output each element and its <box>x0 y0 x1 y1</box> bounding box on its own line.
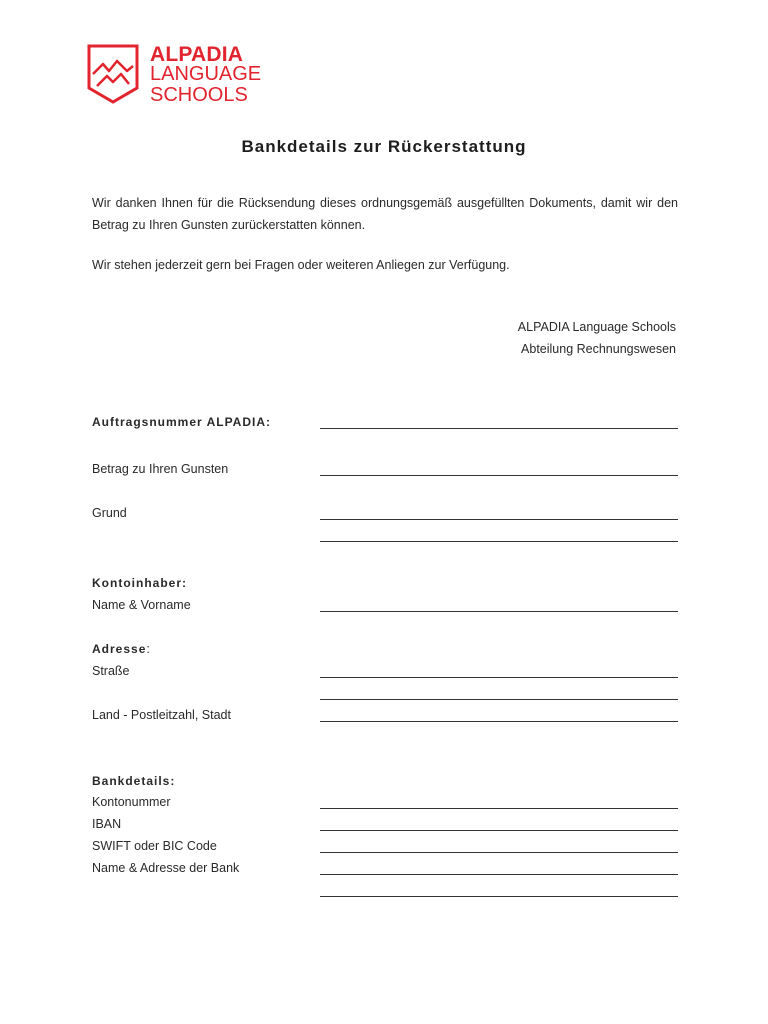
brand-schools: SCHOOLS <box>150 84 248 106</box>
reason-field-2[interactable] <box>320 541 678 542</box>
address-heading-colon: : <box>146 642 150 656</box>
brand-language: LANGUAGE <box>150 63 262 85</box>
reason-field[interactable] <box>320 519 678 520</box>
iban-field[interactable] <box>320 830 678 831</box>
swift-label: SWIFT oder BIC Code <box>92 839 217 853</box>
signature-department: Abteilung Rechnungswesen <box>521 342 676 356</box>
name-label: Name & Vorname <box>92 598 191 612</box>
country-zip-city-label: Land - Postleitzahl, Stadt <box>92 708 231 722</box>
order-number-field[interactable] <box>320 428 678 429</box>
address-heading <box>92 642 150 656</box>
bank-details-heading: Bankdetails: <box>92 774 176 788</box>
street-label: Straße <box>92 664 130 678</box>
reason-label: Grund <box>92 506 127 520</box>
brand-name: ALPADIA <box>150 43 244 66</box>
name-field[interactable] <box>320 611 678 612</box>
country-zip-city-field[interactable] <box>320 721 678 722</box>
signature-block <box>518 316 676 360</box>
alpadia-logo <box>87 44 277 104</box>
amount-field[interactable] <box>320 475 678 476</box>
order-number-label: Auftragsnummer ALPADIA: <box>92 415 272 429</box>
bank-name-address-field[interactable] <box>320 874 678 875</box>
swift-field[interactable] <box>320 852 678 853</box>
intro-paragraph: Wir danken Ihnen für die Rücksendung dieses ordnungsgemäß ausgefüllten Dokuments, damit wir den Betrag zu Ihren Gunsten zurückerstatten können. <box>92 196 678 232</box>
bank-name-address-field-2[interactable] <box>320 896 678 897</box>
account-number-field[interactable] <box>320 808 678 809</box>
street-field-2[interactable] <box>320 699 678 700</box>
account-number-label: Kontonummer <box>92 795 171 809</box>
amount-label: Betrag zu Ihren Gunsten <box>92 462 229 476</box>
document-title: Bankdetails zur Rückerstattung <box>241 137 527 156</box>
alpadia-shield-icon <box>87 44 139 104</box>
signature-company: ALPADIA Language Schools <box>517 320 676 334</box>
bank-name-address-label: Name & Adresse der Bank <box>92 861 240 875</box>
street-field[interactable] <box>320 677 678 678</box>
account-holder-heading: Kontoinhaber: <box>92 576 187 590</box>
address-heading-text: Adresse <box>92 642 147 656</box>
support-paragraph: Wir stehen jederzeit gern bei Fragen oder weiteren Anliegen zur Verfügung. <box>92 258 510 272</box>
iban-label: IBAN <box>92 817 122 831</box>
